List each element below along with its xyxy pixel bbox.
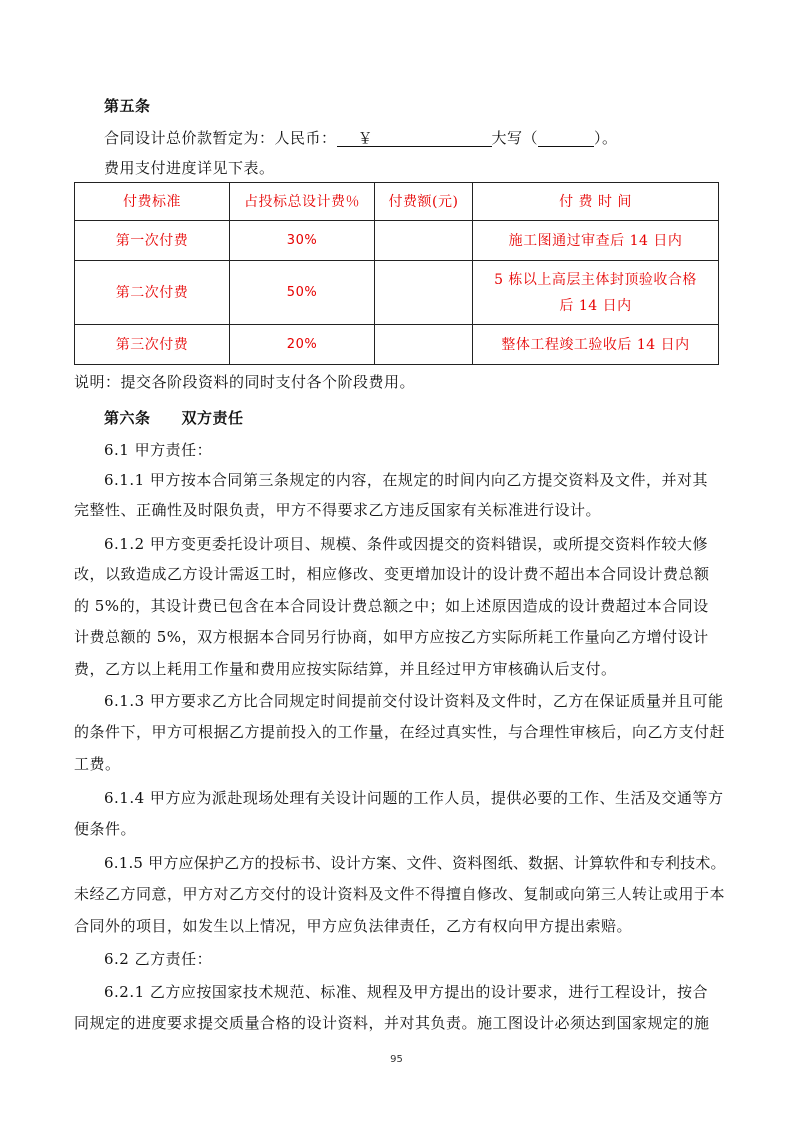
header-cell: 付费额(元)	[375, 183, 473, 221]
price-upper-label: 大写（	[491, 129, 539, 147]
paragraph-line: 计费总额的 5%，双方根据本合同另行协商，如甲方应按乙方实际所耗工作量向乙方增付设计	[74, 628, 709, 646]
paragraph-line: 改，以致造成乙方设计需返工时，相应修改、变更增加设计的设计费不超出本合同设计费总额	[74, 565, 710, 583]
paragraph-line: 6.1.1 甲方按本合同第三条规定的内容，在规定的时间内向乙方提交资料及文件，并对其	[104, 471, 708, 489]
paragraph-line: 便条件。	[74, 820, 137, 838]
price-upper-close: ）。	[594, 129, 618, 147]
price-upper-blank	[538, 128, 594, 147]
table-row	[75, 261, 719, 325]
time-line: 5 栋以上高层主体封顶验收合格	[494, 271, 697, 288]
paragraph-line: 6.1.3 甲方要求乙方比合同规定时间提前交付设计资料及文件时，乙方在保证质量并且可能	[104, 692, 724, 710]
paragraph-line: 工费。	[74, 755, 121, 773]
amount-cell	[375, 261, 473, 325]
time-line: 施工图通过审查后 14 日内	[508, 232, 683, 249]
amount-cell	[375, 325, 473, 365]
paragraph-line: 未经乙方同意，甲方对乙方交付的设计资料及文件不得擅自修改、复制或向第三人转让或用于本	[74, 885, 726, 903]
payment-schedule-table	[74, 182, 719, 365]
time-line: 整体工程竣工验收后 14 日内	[501, 336, 690, 353]
paragraph-line: 完整性、正确性及时限负责，甲方不得要求乙方违反国家有关标准进行设计。	[74, 501, 602, 519]
table-header-row	[75, 183, 719, 221]
percent-cell: 50%	[230, 261, 375, 325]
paragraph-line: 6.2.1 乙方应按国家技术规范、标准、规程及甲方提出的设计要求，进行工程设计，按合	[104, 983, 708, 1001]
table-note: 说明：提交各阶段资料的同时支付各个阶段费用。	[74, 373, 416, 391]
header-cell: 占投标总设计费％	[230, 183, 375, 221]
article-6-title: 第六条 双方责任	[104, 409, 244, 427]
price-prefix: 合同设计总价款暂定为：人民币：	[104, 129, 337, 147]
time-cell	[473, 261, 719, 325]
paragraph-line: 同规定的进度要求提交质量合格的设计资料，并对其负责。施工图设计必须达到国家规定的施	[74, 1014, 710, 1032]
time-cell	[473, 325, 719, 365]
table-row	[75, 325, 719, 365]
percent-cell: 30%	[230, 221, 375, 261]
currency-symbol: ￥	[357, 129, 374, 147]
section-6-2-title: 6.2 乙方责任：	[104, 950, 213, 968]
amount-cell	[375, 221, 473, 261]
article-5-title: 第五条	[104, 97, 151, 115]
stage-cell: 第三次付费	[75, 325, 230, 365]
stage-cell: 第二次付费	[75, 261, 230, 325]
paragraph-line: 6.1.5 甲方应保护乙方的投标书、设计方案、文件、资料图纸、数据、计算软件和专利技术。	[104, 854, 726, 872]
section-6-1-title: 6.1 甲方责任：	[104, 441, 213, 459]
page-number: 95	[390, 1054, 403, 1065]
paragraph-line: 的条件下，甲方可根据乙方提前投入的工作量，在经过真实性，与合理性审核后，向乙方支付赶	[74, 723, 726, 741]
stage-cell: 第一次付费	[75, 221, 230, 261]
time-line: 后 14 日内	[559, 297, 632, 314]
paragraph-line: 合同外的项目，如发生以上情况，甲方应负法律责任，乙方有权向甲方提出索赔。	[74, 917, 633, 935]
percent-cell: 20%	[230, 325, 375, 365]
time-cell	[473, 221, 719, 261]
paragraph-line: 的 5%的，其设计费已包含在本合同设计费总额之中；如上述原因造成的设计费超过本合同设	[74, 597, 709, 615]
paragraph-line: 6.1.2 甲方变更委托设计项目、规模、条件或因提交的资料错误，或所提交资料作较大修	[104, 535, 708, 553]
paragraph-line: 费，乙方以上耗用工作量和费用应按实际结算，并且经过甲方审核确认后支付。	[74, 660, 617, 678]
paragraph-line: 6.1.4 甲方应为派赴现场处理有关设计问题的工作人员，提供必要的工作、生活及交通等方	[104, 789, 724, 807]
contract-price-line	[104, 128, 618, 148]
header-cell: 付费标准	[75, 183, 230, 221]
price-amount-blank	[337, 128, 492, 147]
table-row	[75, 221, 719, 261]
header-cell: 付 费 时 间	[473, 183, 719, 221]
schedule-note: 费用支付进度详见下表。	[104, 159, 275, 177]
